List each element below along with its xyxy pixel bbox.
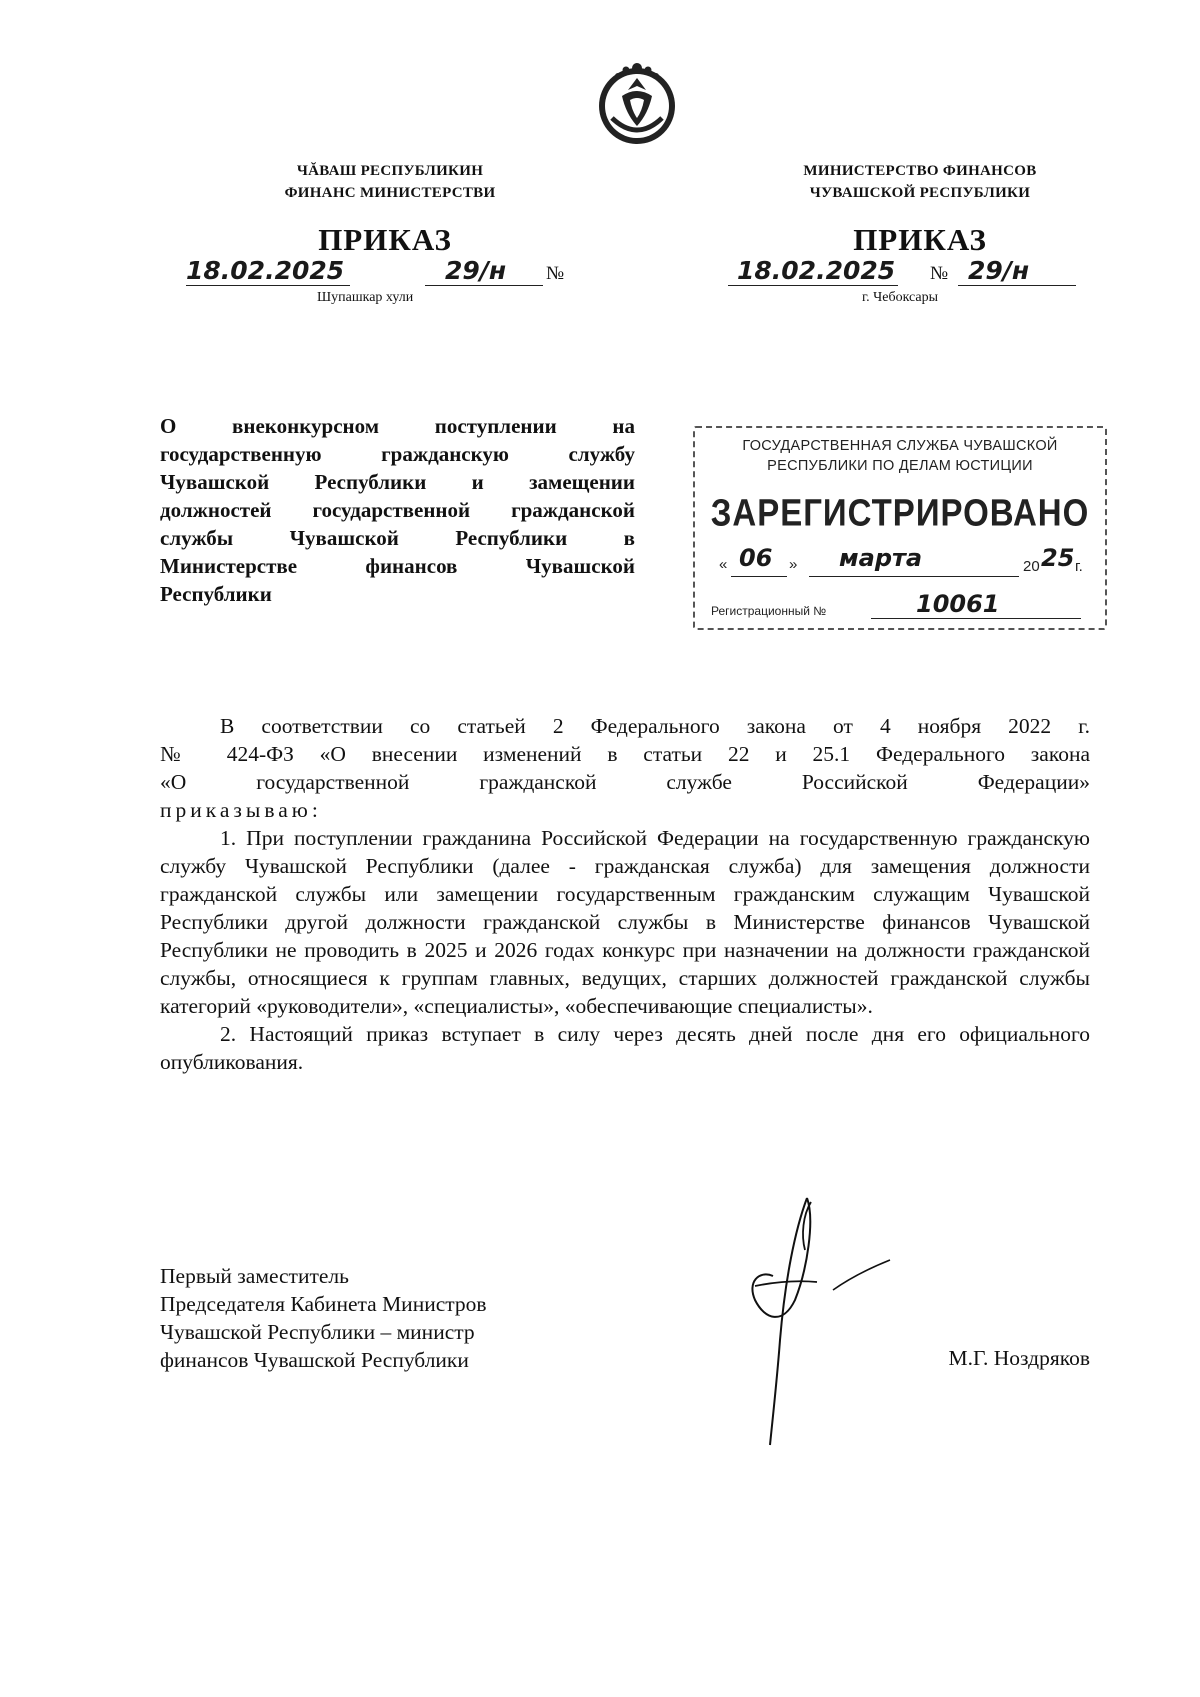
signatory-position [160, 1262, 487, 1374]
left-number-underline [425, 285, 543, 286]
order-body [160, 712, 1090, 1076]
subject-line: должностей государственной гражданской [160, 498, 635, 522]
left-order-title: ПРИКАЗ [318, 222, 452, 257]
right-order-title: ПРИКАЗ [853, 222, 987, 257]
handwritten-signature [725, 1190, 895, 1450]
stamp-quote-open: « [719, 556, 728, 573]
signatory-line: Чувашской Республики – министр [160, 1320, 475, 1344]
stamp-org-line-2: РЕСПУБЛИКИ ПО ДЕЛАМ ЮСТИЦИИ [767, 458, 1033, 474]
preamble-line-2: № 424-ФЗ «О внесении изменений в статьи 22 и 25.1 Федерального закона [160, 742, 1090, 766]
left-order-date: 18.02.2025 [186, 256, 345, 285]
signatory-line: Председателя Кабинета Министров [160, 1292, 487, 1316]
stamp-year-prefix: 20 [1023, 558, 1040, 575]
left-number-sign: № [546, 263, 565, 284]
right-number-underline [958, 285, 1076, 286]
right-date-underline [728, 285, 898, 286]
order-subject-title [160, 412, 635, 608]
right-order-date: 18.02.2025 [737, 256, 896, 285]
registration-stamp [693, 426, 1107, 630]
subject-line: Республики [160, 582, 272, 606]
left-date-underline [186, 285, 350, 286]
order-word: приказываю: [160, 798, 322, 822]
stamp-reg-number-row [711, 590, 1091, 622]
stamp-reg-label: Регистрационный № [711, 604, 827, 618]
stamp-registered-label: ЗАРЕГИСТРИРОВАНО [710, 491, 1090, 534]
stamp-org-line-1: ГОСУДАРСТВЕННАЯ СЛУЖБА ЧУВАШСКОЙ [742, 438, 1058, 454]
right-city: г. Чебоксары [862, 290, 939, 305]
coat-of-arms-emblem [592, 56, 682, 148]
signatory-name: М.Г. Ноздряков [948, 1346, 1090, 1370]
left-order-number: 29/н [445, 256, 507, 285]
subject-line: Чувашской Республики и замещении [160, 470, 635, 494]
right-number-sign: № [930, 263, 949, 284]
left-org-line-2: ФИНАНС МИНИСТЕРСТВИ [284, 185, 496, 201]
right-org-line-2: ЧУВАШСКОЙ РЕСПУБЛИКИ [809, 185, 1031, 201]
left-city: Шупашкар хули [317, 290, 414, 305]
stamp-reg-number: 10061 [916, 590, 1000, 618]
left-org-line-1: ЧĂВАШ РЕСПУБЛИКИН [296, 163, 484, 179]
preamble-line-3: «О государственной гражданской службе Российской Федерации» [160, 770, 1090, 794]
stamp-quote-close: » [789, 556, 798, 573]
order-item-2: 2. Настоящий приказ вступает в силу через десять дней после дня его официального опубликования. [160, 1022, 1090, 1074]
stamp-day: 06 [739, 544, 773, 572]
order-item-1: 1. При поступлении гражданина Российской Федерации на государственную гражданскую службу Чувашской Республики (далее - гражданская служба) для замещения должности гражданской службы или замещении государственным гражданским служащим Чувашской Республики другой должности гражданской службы в Министерстве финансов Чувашской Республики не проводить в 2025 и 2026 годах конкурс при назначении на должности гражданской службы, относящиеся к группам главных, ведущих, старших должностей гражданской службы категорий «руководители», «специалисты», «обеспечивающие специалисты». [160, 826, 1090, 1018]
subject-line: Министерстве финансов Чувашской [160, 554, 635, 578]
right-org-line-1: МИНИСТЕРСТВО ФИНАНСОВ [803, 163, 1037, 179]
left-org-header [240, 160, 540, 204]
stamp-date-row [719, 544, 1089, 580]
subject-line: государственную гражданскую службу [160, 442, 635, 466]
stamp-org [695, 436, 1105, 476]
stamp-year-suffix: 25 [1041, 544, 1075, 572]
right-org-header [760, 160, 1080, 204]
stamp-year-unit: г. [1075, 558, 1083, 575]
subject-line: службы Чувашской Республики в [160, 526, 635, 550]
stamp-month: марта [839, 544, 923, 572]
right-order-number: 29/н [968, 256, 1030, 285]
signatory-line: Первый заместитель [160, 1264, 349, 1288]
preamble-line-1: В соответствии со статьей 2 Федерального закона от 4 ноября 2022 г. [220, 714, 1090, 738]
signatory-line: финансов Чувашской Республики [160, 1348, 469, 1372]
subject-line: О внеконкурсном поступлении на [160, 414, 635, 438]
